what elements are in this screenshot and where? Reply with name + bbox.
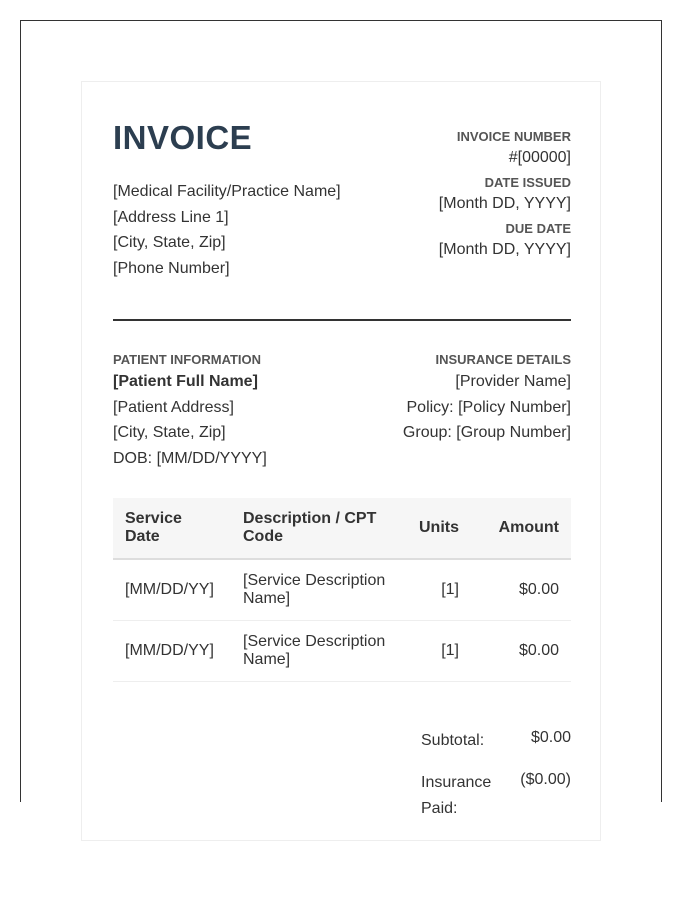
date-issued-value: [Month DD, YYYY] (438, 195, 571, 212)
patient-info-label: PATIENT INFORMATION (113, 352, 262, 367)
insurance-policy: Policy: [Policy Number] (406, 398, 571, 416)
patient-name: [Patient Full Name] (113, 373, 258, 390)
facility-info (113, 179, 341, 281)
date-issued-label: DATE ISSUED (484, 175, 571, 190)
facility-city-state-zip: [City, State, Zip] (113, 234, 226, 251)
insurance-provider: [Provider Name] (455, 373, 571, 390)
invoice-meta (351, 128, 571, 266)
cell-units: [1] (401, 559, 471, 620)
header-description: Description / CPT Code (231, 498, 401, 559)
invoice-number-label: INVOICE NUMBER (456, 129, 571, 144)
insurance-details-label: INSURANCE DETAILS (435, 352, 571, 367)
table-header-row (113, 498, 571, 559)
invoice-number-value: #[00000] (508, 149, 571, 166)
due-date-label: DUE DATE (505, 221, 571, 236)
invoice-page (81, 81, 601, 841)
header-amount: Amount (471, 498, 571, 559)
cell-units: [1] (401, 620, 471, 681)
insurance-group: Group: [Group Number] (402, 424, 571, 441)
totals-block (421, 728, 571, 838)
insurance-details (331, 351, 571, 446)
cell-service-date: [MM/DD/YY] (113, 620, 231, 681)
cell-service-date: [MM/DD/YY] (113, 559, 231, 620)
subtotal-label: Subtotal: (421, 732, 485, 749)
patient-information (113, 351, 353, 471)
cell-description: [Service Description Name] (231, 559, 401, 620)
cell-amount: $0.00 (471, 559, 571, 620)
document-frame (20, 20, 662, 817)
insurance-paid-value: ($0.00) (520, 771, 571, 788)
patient-dob: DOB: [MM/DD/YYYY] (113, 449, 267, 467)
services-table (113, 498, 571, 682)
facility-phone: [Phone Number] (113, 259, 230, 277)
table-row (113, 559, 571, 620)
header-service-date: Service Date (113, 498, 231, 559)
facility-name: [Medical Facility/Practice Name] (113, 183, 341, 200)
subtotal-value: $0.00 (530, 729, 571, 746)
header-divider (113, 319, 571, 321)
cell-description: [Service Description Name] (231, 620, 401, 681)
insurance-paid-label: Insurance Paid: (421, 774, 492, 817)
patient-city-state-zip: [City, State, Zip] (113, 424, 226, 441)
insurance-paid-row (421, 770, 571, 822)
facility-address: [Address Line 1] (113, 208, 229, 226)
cell-amount: $0.00 (471, 620, 571, 681)
invoice-title: INVOICE (113, 119, 253, 156)
due-date-value: [Month DD, YYYY] (438, 241, 571, 258)
patient-address: [Patient Address] (113, 398, 234, 416)
table-row (113, 620, 571, 681)
subtotal-row (421, 728, 571, 754)
header-units: Units (401, 498, 471, 559)
